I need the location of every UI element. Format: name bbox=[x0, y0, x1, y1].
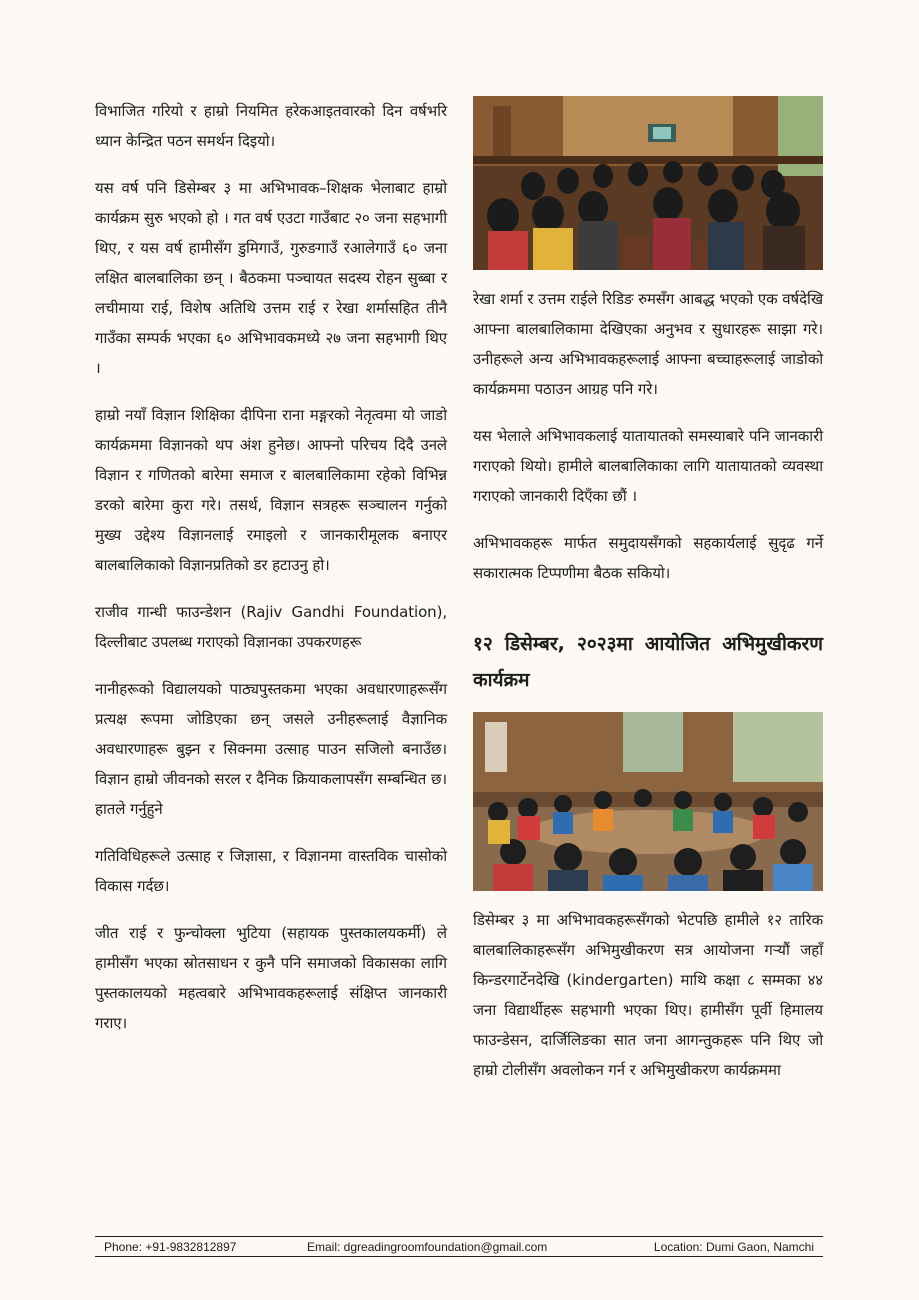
paragraph: रेखा शर्मा र उत्तम राईले रिडिङ रुमसँग आबद्ध भएको एक वर्षदेखि आफ्ना बालबालिकामा देखिएका अनुभव र सुधारहरू साझा गरे। उनीहरूले अन्य अभिभावकहरूलाई आफ्ना बच्चाहरूलाई जाडोको कार्यक्रममा पठाउन आग्रह पनि गरे। bbox=[473, 290, 823, 398]
paragraph: जीत राई र फुन्चोक्ला भुटिया (सहायक पुस्तकालयकर्मी) ले हामीसँग भएका स्रोतसाधन र कुनै पनि समाजको विकासका लागि पुस्तकालयको महत्वबारे अभिभावकहरूलाई संक्षिप्त जानकारी गराए। bbox=[95, 924, 447, 1032]
footer bbox=[104, 1238, 814, 1256]
paragraph: यस भेलाले अभिभावकलाई यातायातको समस्याबारे पनि जानकारी गराएको थियो। हामीले बालबालिकाका लागि यातायातको व्यवस्था गराएको जानकारी दिएँका छौं । bbox=[473, 427, 823, 505]
left-column bbox=[95, 96, 447, 1055]
paragraph: हाम्रो नयाँ विज्ञान शिक्षिका दीपिना राना मङ्गरको नेतृत्वमा यो जाडो कार्यक्रममा विज्ञानको थप अंश हुनेछ। आफ्नो परिचय दिदै उनले विज्ञान र गणितको बारेमा समाज र बालबालिकामा रहेको विभिन्न डरको बारेमा कुरा गरे। तसर्थ, विज्ञान सत्रहरू सञ्चालन गर्नुको मुख्य उद्देश्य विज्ञानलाई रमाइलो र जानकारीमूलक बनाएर बालबालिकाको विज्ञानप्रतिको डर हटाउनु हो। bbox=[95, 406, 447, 574]
orientation-program-photo bbox=[473, 712, 823, 891]
paragraph: अभिभावकहरू मार्फत समुदायसँगको सहकार्यलाई सुदृढ गर्ने सकारात्मक टिप्पणीमा बैठक सकियो। bbox=[473, 534, 823, 582]
footer-email: Email: dgreadingroomfoundation@gmail.com bbox=[307, 1240, 548, 1254]
footer-phone: Phone: +91-9832812897 bbox=[104, 1240, 237, 1254]
parents-meeting-photo bbox=[473, 96, 823, 270]
paragraph: यस वर्ष पनि डिसेम्बर ३ मा अभिभावक–शिक्षक भेलाबाट हाम्रो कार्यक्रम सुरु भएको हो । गत वर्ष एउटा गाउँबाट २० जना सहभागी थिए, र यस वर्ष हामीसँग डुमिगाउँ, गुरुङगाउँ रआलेगाउँ ६० जना लक्षित बालबालिका छन् । बैठकमा पञ्चायत सदस्य रोहन सुब्बा र लचीमाया राई, विशेष अतिथि उत्तम राई र रेखा शर्मासहित तीनै गाउँका सम्पर्क भएका ६० अभिभावकमध्ये २७ जना सहभागी थिए । bbox=[95, 179, 447, 377]
right-column bbox=[473, 96, 823, 1102]
section-heading: १२ डिसेम्बर, २०२३मा आयोजित अभिमुखीकरण कार्यक्रम bbox=[473, 633, 823, 691]
footer-rule-top bbox=[95, 1236, 823, 1237]
paragraph: डिसेम्बर ३ मा अभिभावकहरूसँगको भेटपछि हामीले १२ तारिक बालबालिकाहरूसँग अभिमुखीकरण सत्र आयोजना गऱ्यौं जहाँ किन्डरगार्टेनदेखि (kindergarten) माथि कक्षा ८ सम्मका ४४ जना विद्यार्थीहरू सहभागी भएका थिए। हामीसँग पूर्वी हिमालय फाउन्डेसन, दार्जिलिङका सात जना आगन्तुकहरू पनि थिए जो हाम्रो टोलीसँग अवलोकन गर्न र अभिमुखीकरण कार्यक्रममा bbox=[473, 911, 823, 1079]
paragraph: गतिविधिहरूले उत्साह र जिज्ञासा, र विज्ञानमा वास्तविक चासोको विकास गर्दछ। bbox=[95, 847, 447, 895]
paragraph: राजीव गान्धी फाउन्डेशन (Rajiv Gandhi Foundation), दिल्लीबाट उपलब्ध गराएको विज्ञानका उपकरणहरू bbox=[95, 603, 447, 651]
paragraph: विभाजित गरियो र हाम्रो नियमित हरेकआइतवारको दिन वर्षभरि ध्यान केन्द्रित पठन समर्थन दिइयो। bbox=[95, 102, 447, 150]
paragraph: नानीहरूको विद्यालयको पाठ्यपुस्तकमा भएका अवधारणाहरूसँग प्रत्यक्ष रूपमा जोडिएका छन् जसले उनीहरूलाई वैज्ञानिक अवधारणाहरू बुझ्न र सिक्नमा उत्साह पाउन सजिलो बनाउँछ। विज्ञान हाम्रो जीवनको सरल र दैनिक क्रियाकलापसँग सम्बन्धित छ।हातले गर्नुहुने bbox=[95, 680, 447, 818]
footer-location: Location: Dumi Gaon, Namchi bbox=[653, 1240, 814, 1254]
footer-rule-bottom bbox=[95, 1256, 823, 1257]
